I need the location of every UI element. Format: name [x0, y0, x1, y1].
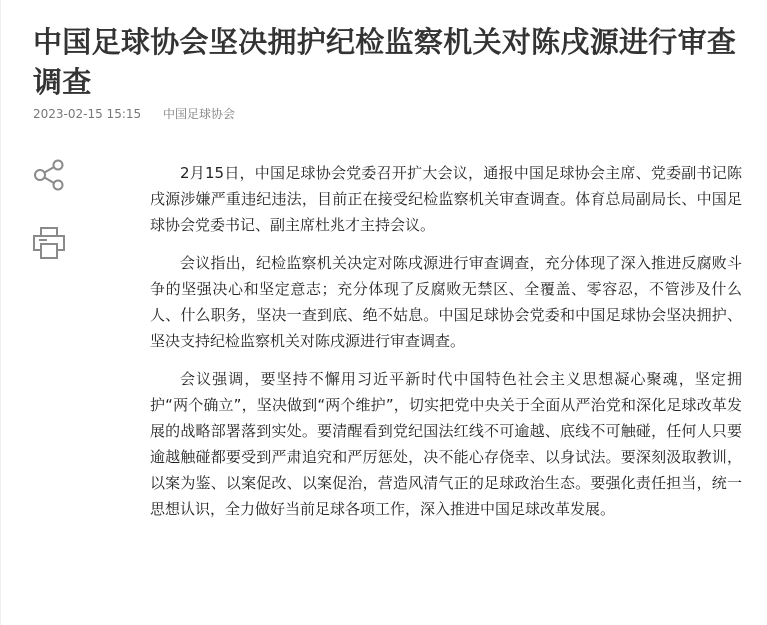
article-title: 中国足球协会坚决拥护纪检监察机关对陈戌源进行审查调查 [33, 25, 737, 99]
page-edge [0, 0, 1, 625]
paragraph: 会议强调，要坚持不懈用习近平新时代中国特色社会主义思想凝心聚魂，坚定拥护“两个确立”，坚决做到“两个维护”，切实把党中央关于全面从严治党和深化足球改革发展的战略部署落到实处。要清醒看到党纪国法红线不可逾越、底线不可触碰，任何人只要逾越触碰都要受到严肃追究和严厉惩处，决不能心存侥幸、以身试法。要深刻汲取教训，以案为鉴、以案促改、以案促治，营造风清气正的足球政治生态。要强化责任担当，统一思想认识，全力做好当前足球各项工作，深入推进中国足球改革发展。 [150, 370, 742, 518]
share-button[interactable] [32, 158, 66, 192]
share-icon [32, 158, 66, 192]
paragraph: 会议指出，纪检监察机关决定对陈戌源进行审查调查，充分体现了深入推进反腐败斗争的坚强决心和坚定意志；充分体现了反腐败无禁区、全覆盖、零容忍，不管涉及什么人、什么职务，坚决一查到底、绝不姑息。中国足球协会党委和中国足球协会坚决拥护、坚决支持纪检监察机关对陈戌源进行审查调查。 [150, 254, 742, 350]
article-body [150, 160, 742, 534]
print-icon [32, 226, 66, 260]
print-button[interactable] [32, 226, 66, 260]
article-source: 中国足球协会 [162, 107, 235, 121]
publish-date: 2023-02-15 15:15 [33, 107, 142, 121]
paragraph: 2月15日，中国足球协会党委召开扩大会议，通报中国足球协会主席、党委副书记陈戌源涉嫌严重违纪违法，目前正在接受纪检监察机关审查调查。体育总局副局长、中国足球协会党委书记、副主席杜兆才主持会议。 [150, 164, 742, 234]
article-meta [33, 105, 253, 122]
article-tools [32, 158, 68, 294]
